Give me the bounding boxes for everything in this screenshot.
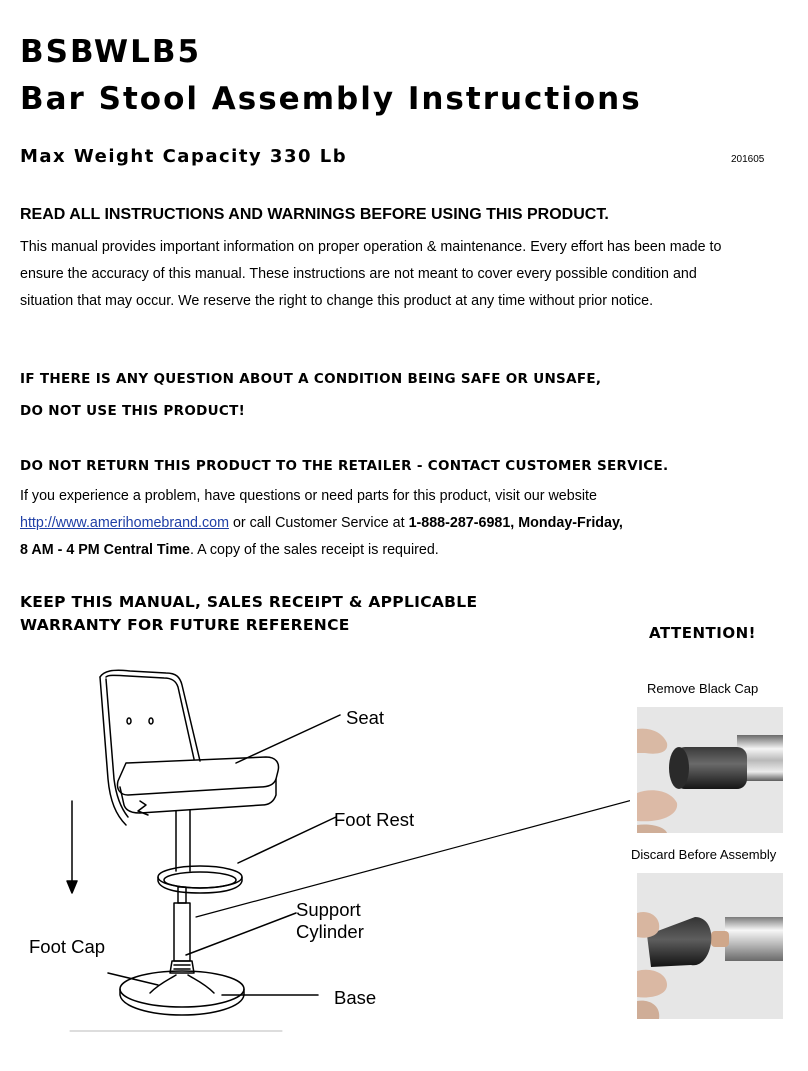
keep-manual-line2: WARRANTY FOR FUTURE REFERENCE — [20, 616, 350, 634]
phone-number: 1-888-287-6981, Monday-Friday, — [408, 515, 623, 531]
label-support-cylinder-line1: Support — [296, 899, 361, 920]
call-text: or call Customer Service at — [228, 515, 409, 531]
keep-manual-line1: KEEP THIS MANUAL, SALES RECEIPT & APPLICABLE — [20, 593, 478, 611]
document-code: 201605 — [731, 154, 765, 165]
seat-cushion — [117, 757, 278, 795]
customer-service-paragraph — [20, 483, 740, 564]
page-title: Bar Stool Assembly Instructions — [20, 81, 642, 117]
foot-rest-leader — [238, 817, 336, 863]
base-disc — [120, 971, 244, 1007]
remove-cap-photo — [637, 707, 783, 833]
label-foot-cap: Foot Cap — [29, 936, 106, 957]
do-not-return-heading: DO NOT RETURN THIS PRODUCT TO THE RETAILER - CONTACT CUSTOMER SERVICE. — [20, 458, 669, 474]
assembly-diagram — [0, 655, 630, 1045]
weight-capacity: Max Weight Capacity 330 Lb — [20, 146, 348, 167]
website-link[interactable]: http://www.amerihomebrand.com — [20, 515, 229, 531]
remove-black-cap-caption: Remove Black Cap — [647, 681, 759, 696]
safety-warning-line2: DO NOT USE THIS PRODUCT! — [20, 403, 246, 419]
keep-manual-notice — [20, 591, 477, 637]
safety-warning-line1: IF THERE IS ANY QUESTION ABOUT A CONDITION BEING SAFE OR UNSAFE, — [20, 371, 602, 387]
seat-leader — [236, 715, 340, 763]
discard-cap-photo — [637, 873, 783, 1019]
service-hours: 8 AM - 4 PM Central Time — [20, 542, 191, 558]
discard-before-assembly-caption: Discard Before Assembly — [631, 847, 777, 862]
receipt-note: . A copy of the sales receipt is required. — [190, 542, 439, 558]
label-base: Base — [334, 987, 377, 1008]
label-support-cylinder — [296, 899, 364, 943]
customer-service-intro: If you experience a problem, have questions or need parts for this product, visit our website — [20, 488, 597, 504]
model-number: BSBWLB5 — [20, 34, 202, 70]
support-cylinder-leader — [186, 913, 296, 955]
label-seat: Seat — [346, 707, 385, 728]
support-cylinder — [178, 887, 186, 903]
read-instructions-heading: READ ALL INSTRUCTIONS AND WARNINGS BEFORE USING THIS PRODUCT. — [20, 206, 609, 223]
label-foot-rest: Foot Rest — [334, 809, 415, 830]
attention-heading: ATTENTION! — [649, 624, 757, 642]
label-support-cylinder-line2: Cylinder — [296, 921, 364, 942]
manual-intro-paragraph: This manual provides important information on proper operation & maintenance. Every effort has been made to ensure the accuracy of this manual. These instructions are not meant to cover every possible condition and situation that may occur. We reserve the right to change this product at any time without prior notice. — [20, 239, 722, 309]
foot-cap-leader — [108, 973, 158, 985]
